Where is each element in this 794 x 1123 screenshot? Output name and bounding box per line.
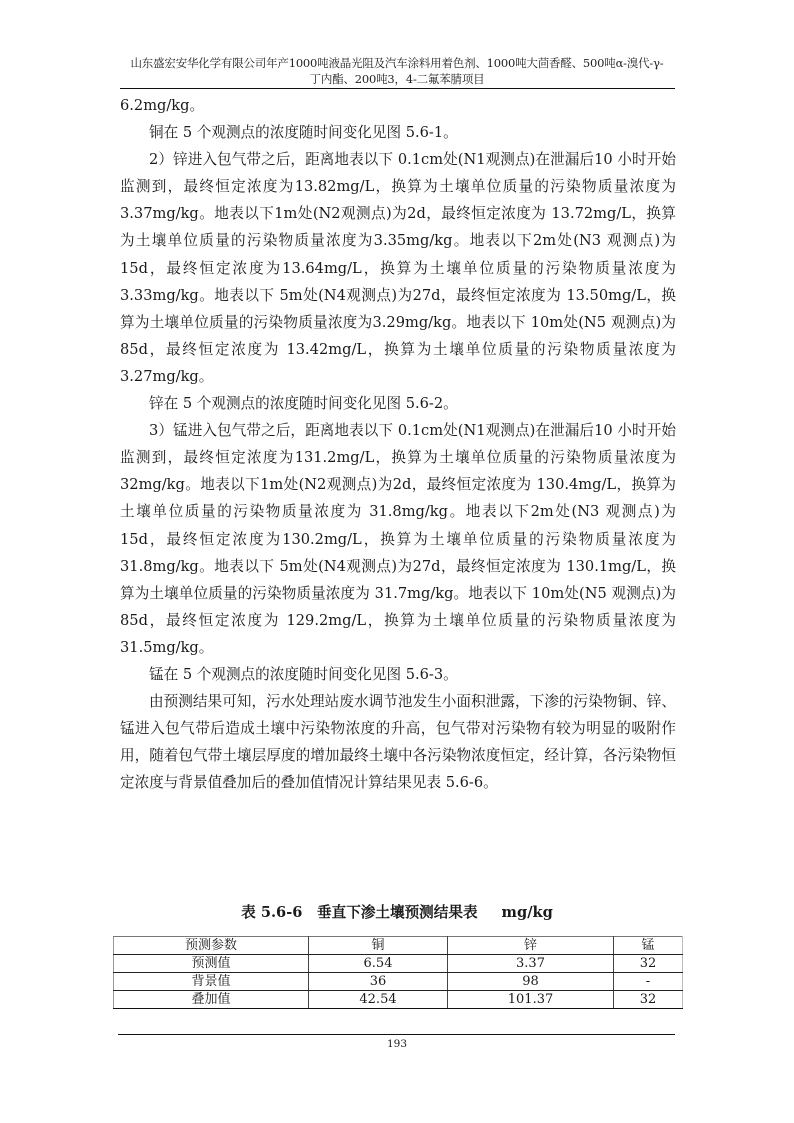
running-header-line-2: 丁内酯、200吨3，4-二氟苯腈项目 [309, 72, 485, 86]
paragraph-manganese-results: 3）锰进入包气带之后，距离地表以下 0.1cm处(N1观测点)在泄漏后10 小时开始监测到，最终恒定浓度为131.2mg/L，换算为土壤单位质量的污染物质量浓度为 32mg/kg。地表以下1m处(N2观测点)为2d，最终恒定浓度为 130.4mg/L，换算为土壤单位质量的污染物质量浓度为 31.8mg/kg。地表以下2m处(N3 观测点)为 15d，最终恒定浓度为130.2mg/L，换算为土壤单位质量的污染物质量浓度为31.8mg/kg。地表以下 5m处(N4观测点)为27d，最终恒定浓度为 130.1mg/L，换算为土壤单位质量的污染物质量浓度为 31.7mg/kg。地表以下 10m处(N5 观测点)为85d，最终恒定浓度为 129.2mg/L，换算为土壤单位质量的污染物质量浓度为31.5mg/kg。 [120, 422, 676, 656]
table-header-cell: 锌 [448, 937, 614, 955]
header-divider [120, 88, 675, 89]
running-header [114, 55, 680, 87]
paragraph-conclusion: 由预测结果可知，污水处理站废水调节池发生小面积泄露，下渗的污染物铜、锌、锰进入包气带后造成土壤中污染物浓度的升高，包气带对污染物有较为明显的吸附作用，随着包气带土壤层厚度的增加最终土壤中各污染物浓度恒定，经计算，各污染物恒定浓度与背景值叠加后的叠加值情况计算结果见表 5.6-6。 [120, 693, 676, 792]
table-header-cell: 铜 [309, 937, 448, 955]
table-row [114, 973, 683, 991]
table-caption-unit: mg/kg [501, 904, 553, 921]
paragraph-continuation: 6.2mg/kg。 [120, 97, 205, 114]
table-cell: 预测值 [114, 955, 309, 973]
table-cell: 32 [614, 955, 683, 973]
table-cell: 101.37 [448, 991, 614, 1009]
paragraph-zinc-figure-ref: 锌在 5 个观测点的浓度随时间变化见图 5.6-2。 [149, 395, 458, 413]
body-text [120, 92, 676, 796]
table-cell: 36 [309, 973, 448, 991]
table-header-cell: 锰 [614, 937, 683, 955]
table-cell: 3.37 [448, 955, 614, 973]
table-row [114, 955, 683, 973]
table-cell: 98 [448, 973, 614, 991]
table-cell: 背景值 [114, 973, 309, 991]
page-number: 193 [386, 1038, 408, 1050]
table-cell: 42.54 [309, 991, 448, 1009]
paragraph-copper-figure-ref: 铜在 5 个观测点的浓度随时间变化见图 5.6-1。 [149, 124, 458, 142]
table-header-cell: 预测参数 [114, 937, 309, 955]
table-cell: 32 [614, 991, 683, 1009]
footer-divider [118, 1034, 675, 1035]
soil-prediction-table [113, 936, 683, 1009]
table-caption [114, 903, 680, 923]
table-header-row [114, 937, 683, 955]
paragraph-manganese-figure-ref: 锰在 5 个观测点的浓度随时间变化见图 5.6-3。 [149, 665, 458, 683]
table-cell: 叠加值 [114, 991, 309, 1009]
table-cell: - [614, 973, 683, 991]
table-cell: 6.54 [309, 955, 448, 973]
table-caption-title: 表 5.6-6 垂直下渗土壤预测结果表 [241, 904, 478, 921]
paragraph-zinc-results: 2）锌进入包气带之后，距离地表以下 0.1cm处(N1观测点)在泄漏后10 小时开始监测到，最终恒定浓度为13.82mg/L，换算为土壤单位质量的污染物质量浓度为 3.37mg/kg。地表以下1m处(N2观测点)为2d，最终恒定浓度为 13.72mg/L，换算为土壤单位质量的污染物质量浓度为3.35mg/kg。地表以下2m处(N3 观测点)为15d，最终恒定浓度为13.64mg/L，换算为土壤单位质量的污染物质量浓度为3.33mg/kg。地表以下 5m处(N4观测点)为27d，最终恒定浓度为 13.50mg/L，换算为土壤单位质量的污染物质量浓度为3.29mg/kg。地表以下 10m处(N5 观测点)为85d，最终恒定浓度为 13.42mg/L，换算为土壤单位质量的污染物质量浓度为3.27mg/kg。 [120, 151, 676, 385]
table-row [114, 991, 683, 1009]
running-header-line-1: 山东盛宏安华化学有限公司年产1000吨液晶光阻及汽车涂料用着色剂、1000吨大茴香醛、500吨α-溴代-γ- [130, 56, 664, 70]
